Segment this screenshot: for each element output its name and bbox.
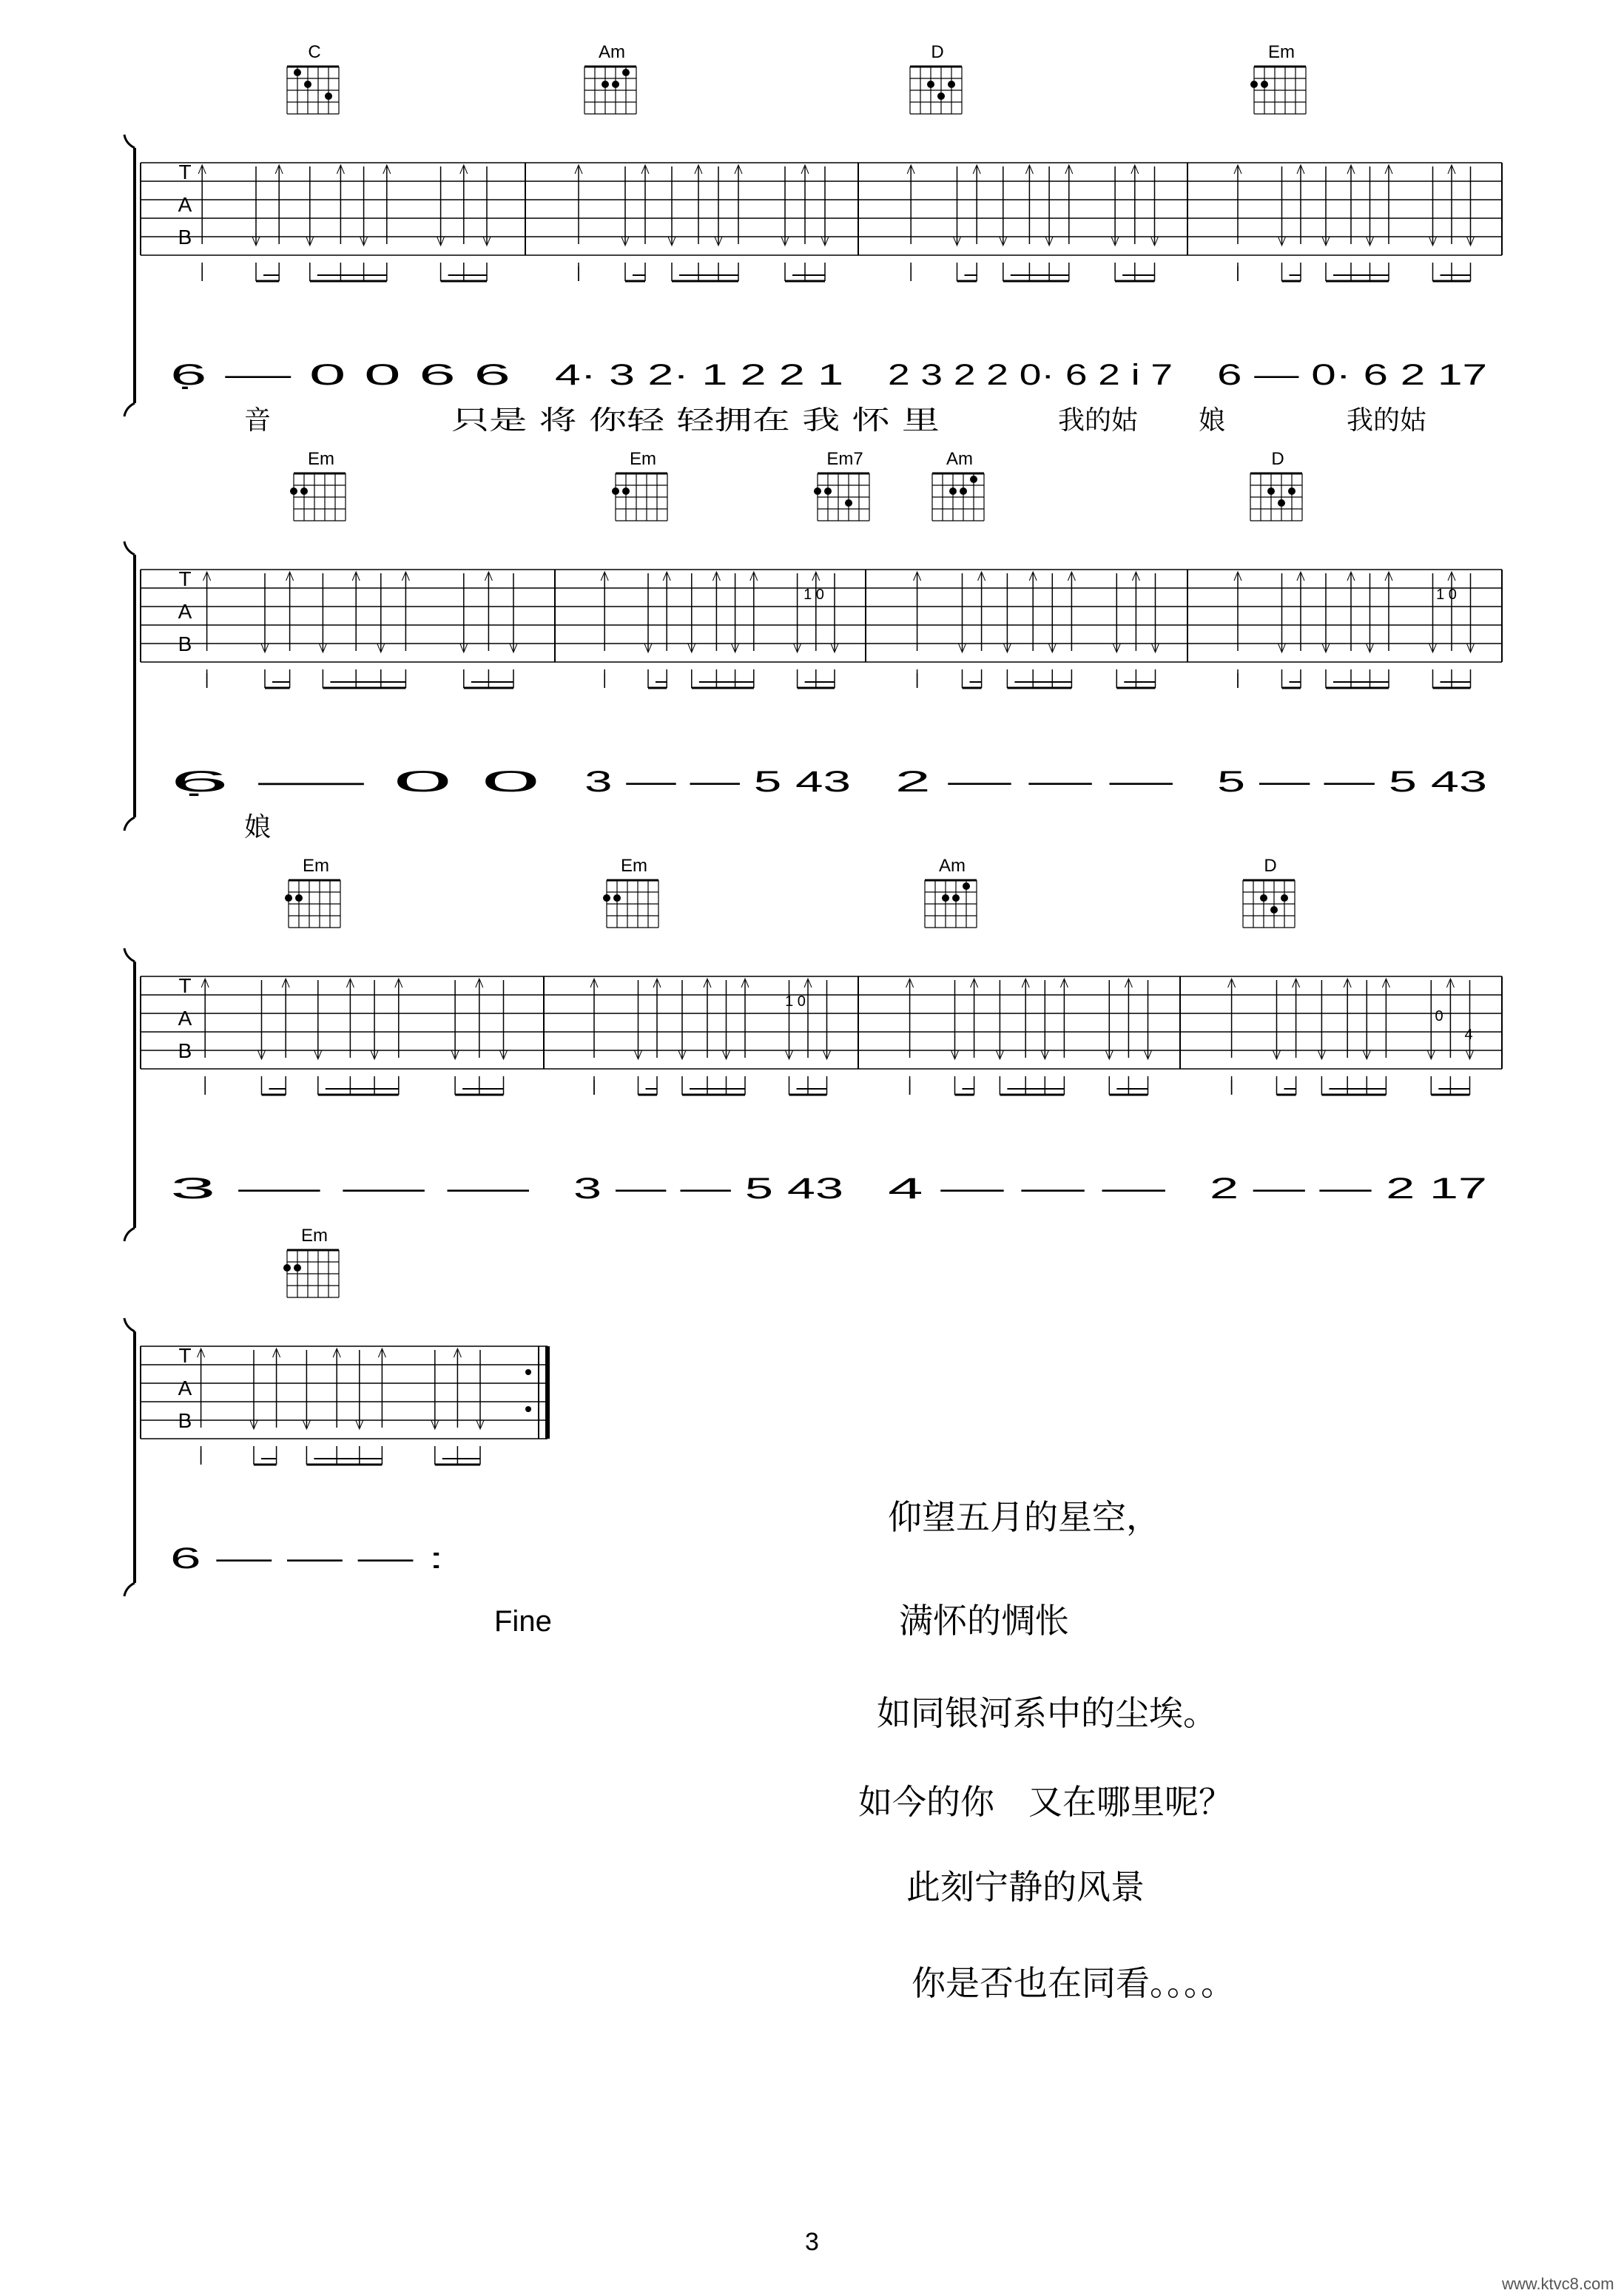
repeat-dot [525, 1406, 531, 1412]
tab-system-2 [124, 449, 1502, 843]
numbered-notation-measure: 2 — — — [895, 766, 1173, 798]
chord-dot [948, 81, 955, 88]
tab-clef-letter: A [178, 600, 192, 623]
tab-fret-number: 1 0 [785, 993, 806, 1010]
chord-name: C [308, 42, 321, 62]
chord-name: Em [301, 1226, 328, 1246]
chord-name: Am [939, 856, 966, 876]
chord-dot [1267, 487, 1275, 495]
numbered-notation-measure: 3 — — — [170, 1172, 529, 1205]
bracket-curl-bottom [124, 817, 135, 831]
chord-dot [963, 882, 970, 890]
chord-dot [1270, 906, 1278, 914]
tab-clef-letter: A [178, 1007, 192, 1030]
lyric-syllables: 娘 [1199, 405, 1226, 436]
numbered-notation-measure: 4· 3 2· 1 2 2 1 [555, 359, 843, 391]
chord-name: Am [599, 42, 625, 62]
tab-clef-letter: T [178, 161, 192, 183]
poem-line-6: 你是否也在同看。。。。 [912, 1963, 1235, 2003]
tab-system-1 [124, 42, 1502, 436]
numbered-notation-measure: 6 — — — : [170, 1542, 444, 1575]
chord-diagram-d [910, 42, 962, 114]
chord-diagram-em [285, 856, 340, 928]
bracket-curl-bottom [124, 1583, 135, 1596]
chord-dot [1288, 487, 1296, 495]
chord-name: Em [630, 449, 656, 469]
numbered-notation-measure: 6 — 0· 6 2 17 [1217, 359, 1487, 391]
chord-dot [603, 894, 610, 902]
tab-clef-letter: A [178, 1377, 192, 1399]
watermark: www.ktvc8.com [1502, 2275, 1614, 2293]
chord-dot [927, 81, 934, 88]
numbered-notation-measure: 2 — — 2 17 [1210, 1172, 1487, 1205]
chord-diagram-am [584, 42, 636, 114]
poem-line-5: 此刻宁静的风景 [906, 1867, 1145, 1907]
page-number: 3 [805, 2228, 819, 2256]
lyric-syllables: 只是 将 你轻 轻拥在 我 怀 里 [451, 405, 940, 436]
bracket-curl-top [124, 948, 135, 962]
chord-name: Em [303, 856, 329, 876]
chord-dot [960, 487, 967, 495]
numbered-notation-measure: 6̣ — 0 0 6 6 [170, 359, 511, 391]
chord-dot [1281, 894, 1288, 902]
poem-line-3: 如同银河系中的尘埃。 [877, 1693, 1217, 1733]
bracket-curl-bottom [124, 1228, 135, 1241]
lyric-syllables: 音 [244, 405, 272, 436]
chord-dot [622, 487, 630, 495]
chord-dot [290, 487, 297, 495]
chord-dot [949, 487, 957, 495]
lyric-syllables: 我的姑 [1347, 405, 1427, 436]
tab-clef-letter: T [178, 1344, 192, 1367]
numbered-notation-measure: 2 3 2 2 0· 6 2 i 7 [888, 359, 1173, 391]
chord-diagram-em [283, 1226, 339, 1297]
chord-diagram-em7 [814, 449, 869, 521]
chord-name: Am [946, 449, 973, 469]
tab-clef-letter: T [178, 974, 192, 997]
chord-name: D [931, 42, 944, 62]
tab-clef-letter: B [178, 1409, 192, 1432]
chord-diagram-am [925, 856, 977, 928]
chord-dot [845, 499, 852, 507]
chord-dot [612, 487, 619, 495]
chord-name: Em [308, 449, 334, 469]
numbered-notation-measure: 3 — — 5 43 [584, 766, 851, 798]
chord-name: D [1271, 449, 1284, 469]
chord-diagram-em [1250, 42, 1306, 114]
numbered-notation-measure: 3 — — 5 43 [573, 1172, 843, 1205]
poem-line-2: 满怀的惆怅 [899, 1601, 1069, 1641]
chord-dot [1260, 894, 1267, 902]
bracket-curl-top [124, 1318, 135, 1331]
chord-dot [602, 81, 609, 88]
chord-dot [824, 487, 832, 495]
tab-clef-letter: A [178, 193, 192, 216]
chord-dot [952, 894, 960, 902]
tab-clef-letter: B [178, 226, 192, 249]
numbered-notation-measure: 4 — — — [888, 1172, 1165, 1205]
chord-diagram-d [1250, 449, 1302, 521]
chord-name: D [1264, 856, 1277, 876]
chord-diagram-d [1243, 856, 1295, 928]
bracket-curl-top [124, 135, 135, 148]
chord-diagram-em [290, 449, 346, 521]
lyric-syllables: 我的姑 [1058, 405, 1139, 436]
chord-name: Em [1268, 42, 1295, 62]
chord-name: Em7 [826, 449, 863, 469]
tab-clef-letter: T [178, 567, 192, 590]
numbered-notation-measure: 5 — — 5 43 [1217, 766, 1487, 798]
chord-dot [612, 81, 619, 88]
chord-dot [942, 894, 949, 902]
chord-dot [304, 81, 311, 88]
fine-marking: Fine [494, 1605, 552, 1638]
chord-dot [814, 487, 821, 495]
chord-dot [1278, 499, 1285, 507]
repeat-dot [525, 1369, 531, 1375]
tab-clef-letter: B [178, 632, 192, 655]
chord-dot [937, 92, 945, 100]
chord-dot [300, 487, 308, 495]
poem-line-1: 仰望五月的星空， [888, 1497, 1160, 1537]
chord-dot [622, 69, 630, 76]
tab-clef-letter: B [178, 1039, 192, 1062]
tab-fret-number: 1 0 [803, 587, 824, 603]
lyric-syllables: 娘 [244, 812, 272, 843]
tab-system-3 [124, 856, 1502, 1241]
chord-diagram-am [932, 449, 984, 521]
poem-line-4: 如今的你 又在哪里呢？ [858, 1782, 1233, 1822]
chord-dot [295, 894, 303, 902]
chord-name: Em [621, 856, 647, 876]
chord-dot [1261, 81, 1268, 88]
chord-dot [1250, 81, 1258, 88]
tab-fret-number: 1 0 [1436, 587, 1457, 603]
bracket-curl-bottom [124, 403, 135, 416]
tab-fret-number: 4 [1464, 1027, 1473, 1043]
chord-dot [970, 476, 977, 483]
chord-diagram-em [612, 449, 667, 521]
chord-dot [294, 1264, 301, 1272]
chord-diagram-em [603, 856, 658, 928]
chord-diagram-c [287, 42, 339, 114]
chord-dot [283, 1264, 291, 1272]
bracket-curl-top [124, 541, 135, 555]
tab-fret-number: 0 [1435, 1008, 1443, 1024]
chord-dot [285, 894, 292, 902]
chord-dot [325, 92, 332, 100]
chord-dot [613, 894, 621, 902]
numbered-notation-measure: 6̣ — 0 0 [170, 766, 540, 798]
tab-system-4 [124, 1226, 547, 1596]
chord-dot [294, 69, 301, 76]
